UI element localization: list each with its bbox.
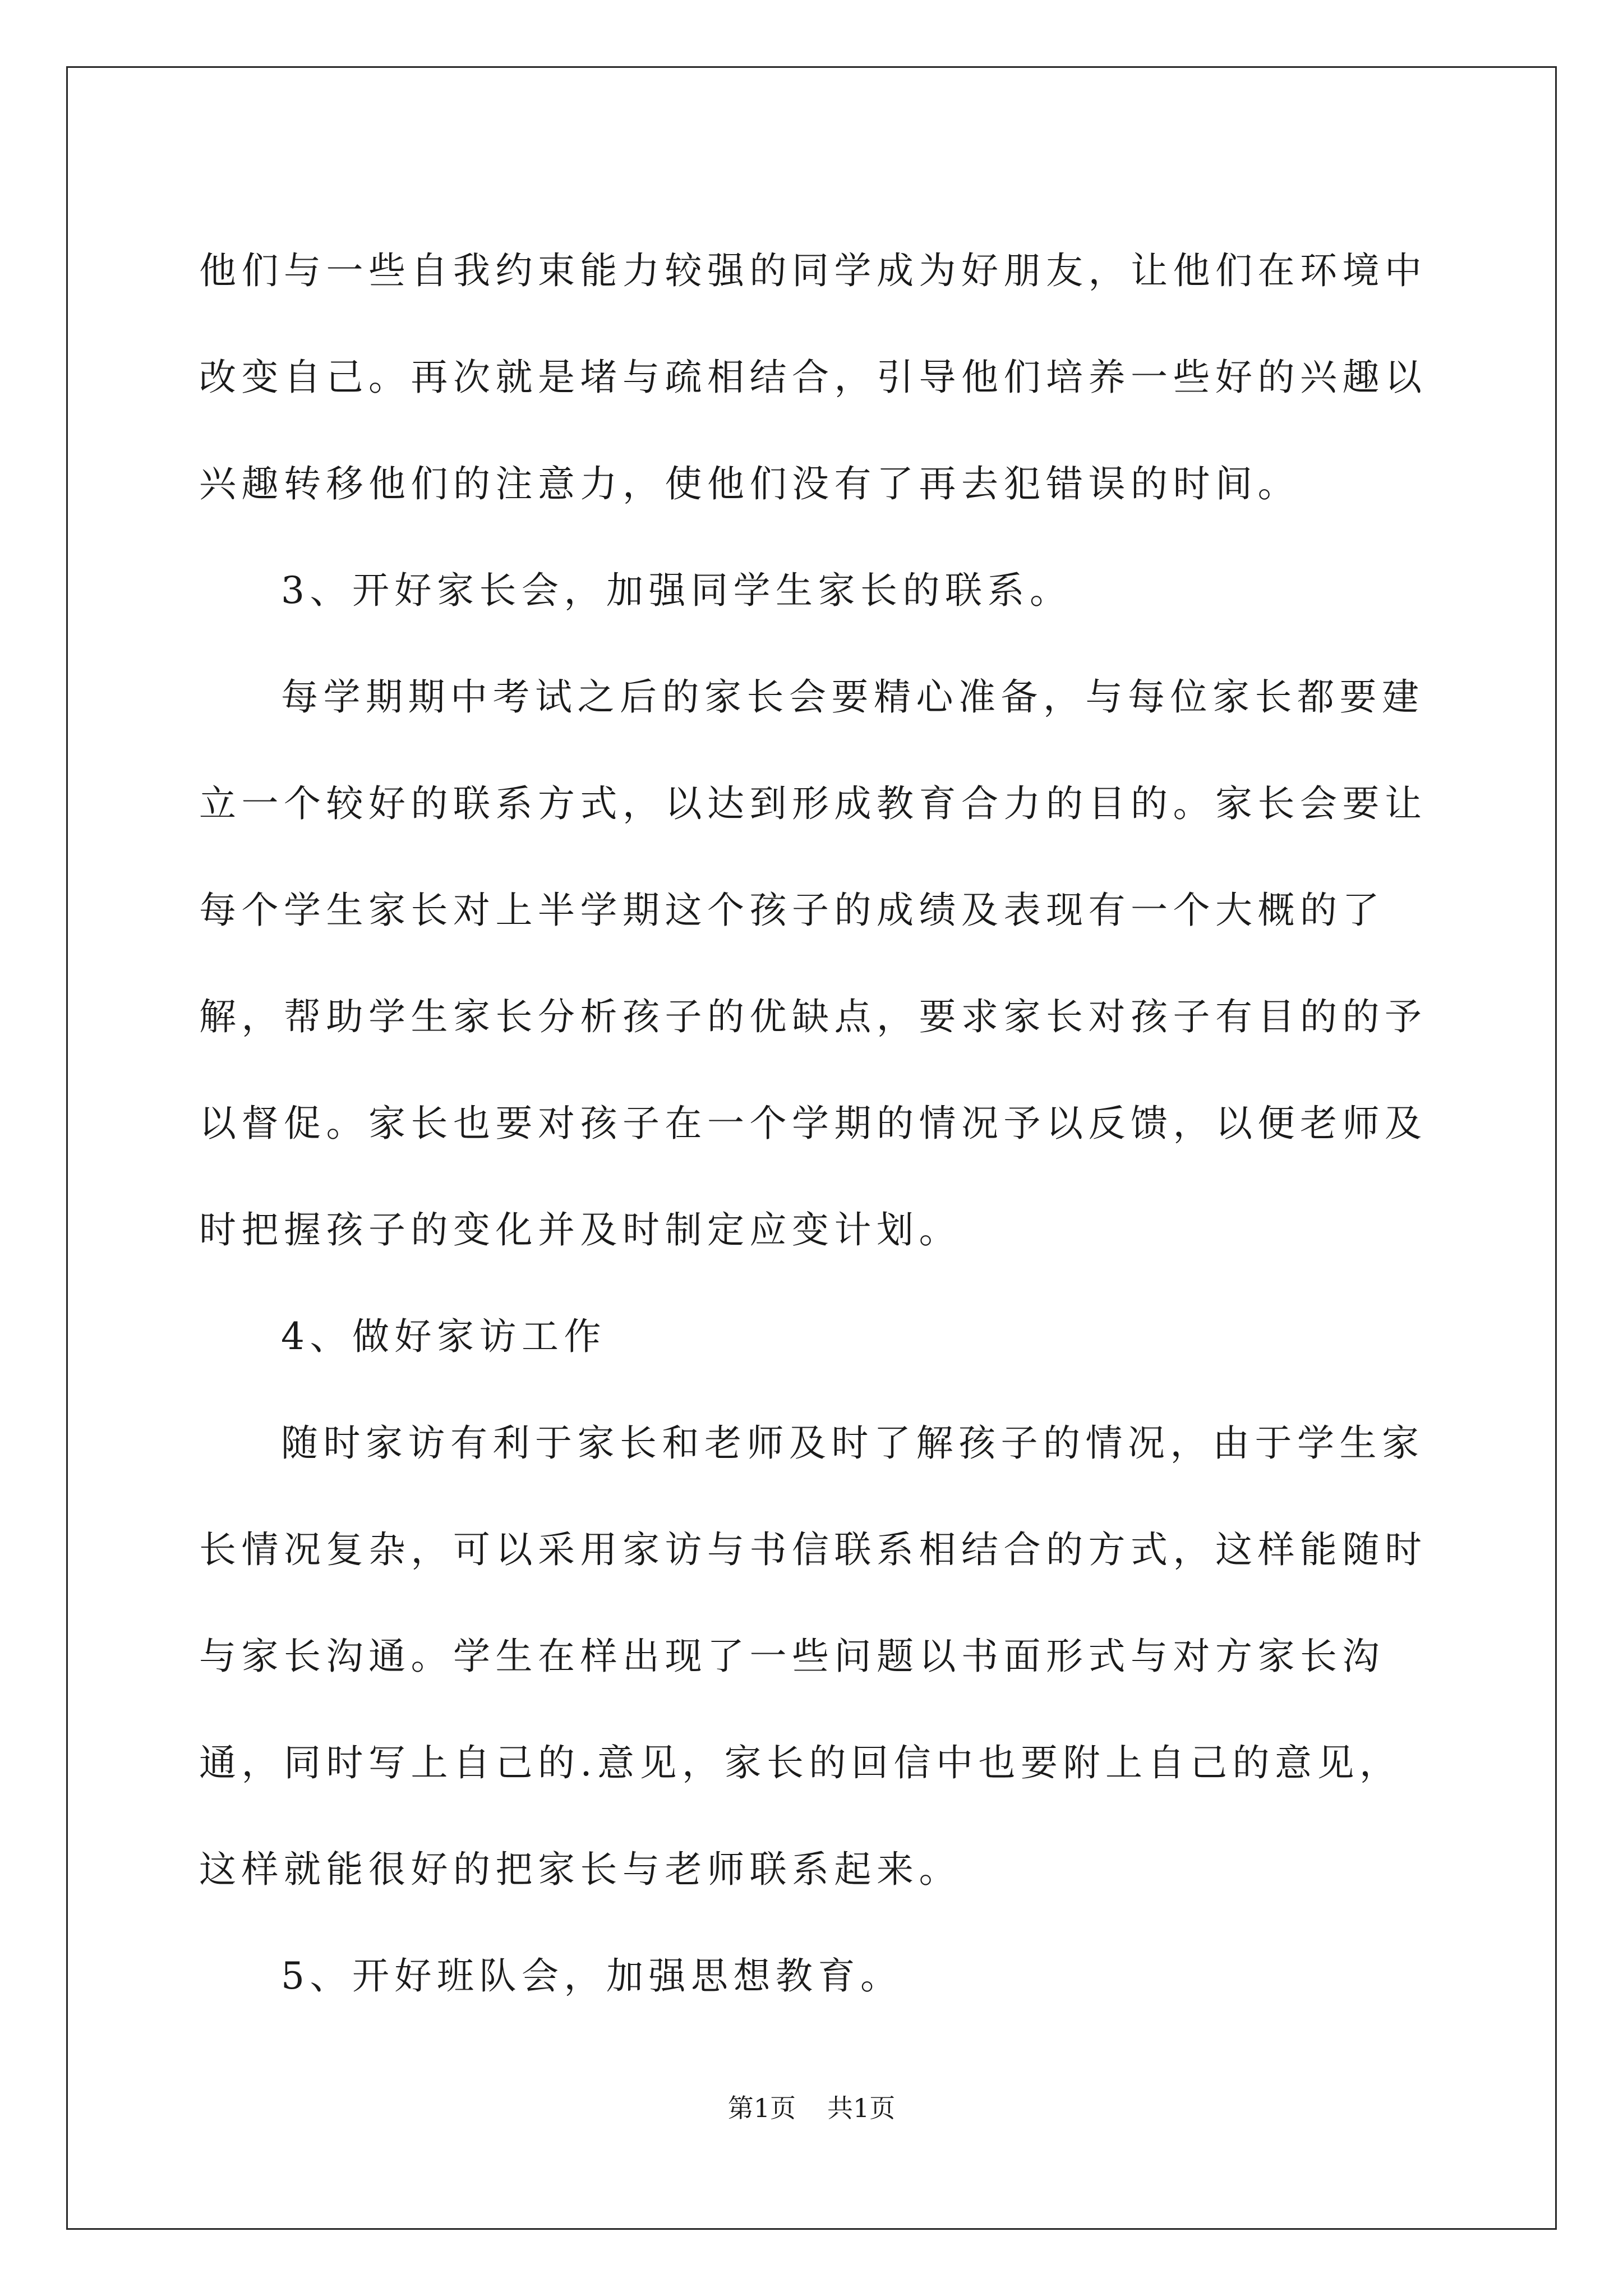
section-heading: 5、开好班队会，加强思想教育。 <box>281 1954 903 1998</box>
page-total: 共1页 <box>827 2093 896 2123</box>
page-number: 第1页 <box>727 2093 796 2123</box>
page-footer <box>0 2091 1623 2125</box>
paragraph: 随时家访有利于家长和老师及时了解孩子的情况，由于学生家长情况复杂，可以采用家访与书信联系相结合的方式，这样能随时与家长沟通。学生在样出现了一些问题以书面形式与对方家长沟通，同时写上自己的.意见，家长的回信中也要附上自己的意见，这样就能很好的把家长与老师联系起来。 <box>199 1421 1427 1891</box>
section-heading: 4、做好家访工作 <box>281 1315 606 1358</box>
paragraph: 他们与一些自我约束能力较强的同学成为好朋友，让他们在环境中改变自己。再次就是堵与疏相结合，引导他们培养一些好的兴趣以兴趣转移他们的注意力，使他们没有了再去犯错误的时间。 <box>199 249 1427 505</box>
paragraph: 每学期期中考试之后的家长会要精心准备，与每位家长都要建立一个较好的联系方式，以达到形成教育合力的目的。家长会要让每个学生家长对上半学期这个孩子的成绩及表现有一个大概的了解，帮助学生家长分析孩子的优缺点，要求家长对孩子有目的的予以督促。家长也要对孩子在一个学期的情况予以反馈，以便老师及时把握孩子的变化并及时制定应变计划。 <box>199 675 1427 1251</box>
document-body <box>199 218 1433 2030</box>
section-heading: 3、开好家长会，加强同学生家长的联系。 <box>281 569 1072 612</box>
